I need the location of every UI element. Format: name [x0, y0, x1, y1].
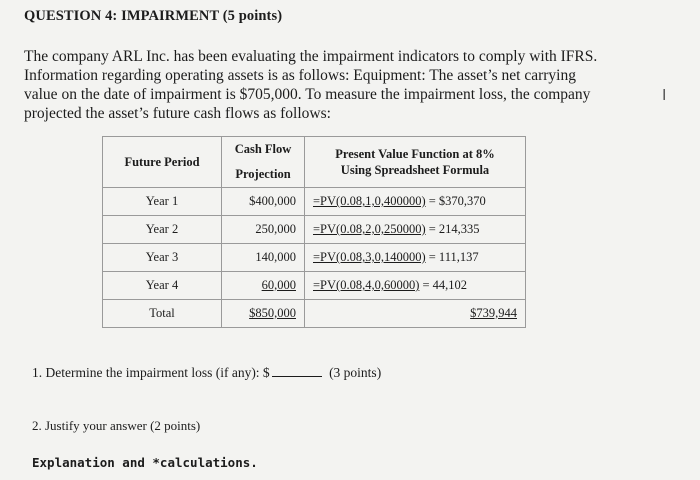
question-2: 2. Justify your answer (2 points)	[32, 418, 201, 433]
pv-cell	[305, 216, 526, 244]
cash-flow-cell: $400,000	[222, 188, 305, 216]
period-cell: Year 2	[103, 216, 222, 244]
header-cash-flow	[222, 137, 305, 188]
header-future-period: Future Period	[103, 137, 222, 188]
intro-paragraph	[24, 47, 667, 123]
total-pv-cell	[305, 300, 526, 328]
pv-value: = 44,102	[422, 278, 468, 292]
period-cell: Year 3	[103, 244, 222, 272]
pv-formula: =PV(0.08,4,0,60000)	[313, 278, 420, 292]
period-cell: Year 1	[103, 188, 222, 216]
table-header-row	[103, 137, 526, 188]
intro-line: Information regarding operating assets is as follows: Equipment: The asset’s net carrying	[24, 67, 576, 84]
table-row	[103, 244, 526, 272]
table-row	[103, 272, 526, 300]
period-cell: Year 4	[103, 272, 222, 300]
answer-blank[interactable]	[272, 364, 322, 377]
table-row	[103, 188, 526, 216]
header-pv-line1: Present Value Function at 8%	[335, 147, 495, 161]
cash-flow-cell: 250,000	[222, 216, 305, 244]
pv-cell	[305, 244, 526, 272]
intro-line: value on the date of impairment is $705,000. To measure the impairment loss, the company	[24, 86, 591, 103]
total-label-cell: Total	[103, 300, 222, 328]
question-1-points: (3 points)	[329, 365, 382, 380]
pv-cell	[305, 188, 526, 216]
pv-formula: =PV(0.08,2,0,250000)	[313, 222, 426, 236]
header-cash-flow-line2: Projection	[235, 167, 291, 181]
intro-line: projected the asset’s future cash flows as follows:	[24, 105, 331, 122]
table-total-row	[103, 300, 526, 328]
cash-flow-cell: 140,000	[222, 244, 305, 272]
total-pv-value: $739,944	[470, 306, 517, 320]
question-1-text: 1. Determine the impairment loss (if any): $	[32, 365, 270, 380]
pv-value: = $370,370	[428, 194, 486, 208]
table-row	[103, 216, 526, 244]
cash-flow-table	[102, 136, 526, 328]
cash-flow-cell: 60,000	[222, 272, 305, 300]
question-title: QUESTION 4: IMPAIRMENT (5 points)	[24, 8, 283, 24]
intro-line: The company ARL Inc. has been evaluating the impairment indicators to comply with IFRS.	[24, 48, 598, 65]
header-present-value	[305, 137, 526, 188]
explanation-label: Explanation and *calculations.	[32, 455, 258, 470]
total-cash-flow-cell: $850,000	[222, 300, 305, 328]
pv-value: = 214,335	[428, 222, 480, 236]
header-cash-flow-line1: Cash Flow	[234, 142, 292, 156]
text-cursor-icon: I	[662, 86, 667, 104]
pv-value: = 111,137	[428, 250, 479, 264]
pv-cell	[305, 272, 526, 300]
header-pv-line2: Using Spreadsheet Formula	[340, 163, 490, 177]
question-1	[32, 364, 381, 381]
pv-formula: =PV(0.08,1,0,400000)	[313, 194, 426, 208]
pv-formula: =PV(0.08,3,0,140000)	[313, 250, 426, 264]
